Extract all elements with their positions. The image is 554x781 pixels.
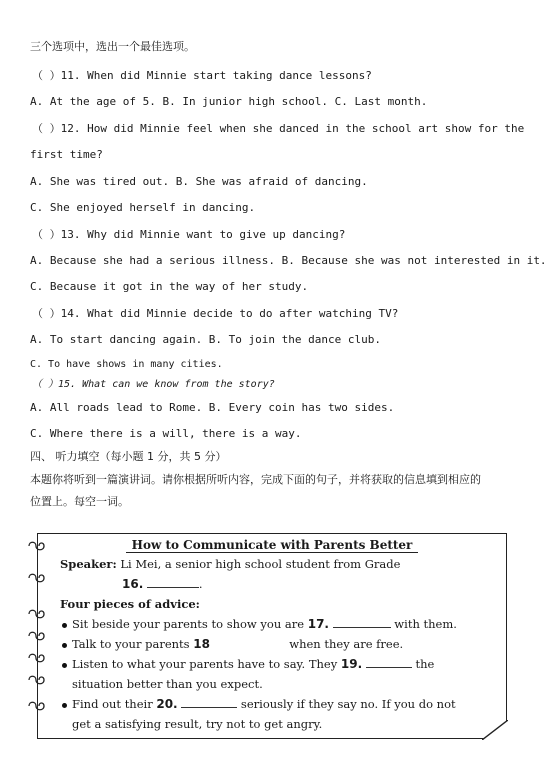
question-14-stem: （ ）14. What did Minnie decide to do after watching TV?: [32, 307, 399, 320]
question-12-options-ab: A. She was tired out. B. She was afraid of dancing.: [30, 175, 368, 188]
speaker-text: Li Mei, a senior high school student from Grade: [116, 557, 401, 571]
card-title: How to Communicate with Parents Better: [38, 538, 506, 552]
advice-bullet-3-cont: situation better than you expect.: [72, 677, 263, 691]
section4-instruction-line1: 本题你将听到一篇演讲词。请你根据所听内容，完成下面的句子，并将获取的信息填到相应的: [30, 473, 481, 486]
paper-clip-icon: [27, 674, 49, 686]
section4-instruction-line2: 位置上。每空一词。: [30, 495, 129, 508]
question-14-options-ab: A. To start dancing again. B. To join the dance club.: [30, 333, 381, 346]
paper-clip-icon: [27, 608, 49, 620]
answer-blank-17[interactable]: [333, 616, 391, 628]
paper-clip-icon: [27, 652, 49, 664]
answer-blank-18[interactable]: [214, 636, 286, 648]
question-13-stem: （ ）13. Why did Minnie want to give up dancing?: [32, 228, 346, 241]
blank-16-line: 16. .: [122, 577, 203, 591]
answer-blank-20[interactable]: [181, 696, 237, 708]
folded-corner-icon: [482, 720, 508, 740]
listening-card: [37, 533, 507, 739]
advice-bullet-3: Listen to what your parents have to say. They 19. the: [62, 656, 434, 672]
bullet-dot: [62, 643, 67, 648]
speaker-label: Speaker:: [60, 557, 117, 571]
section4-heading: 四、 听力填空（每小题 1 分，共 5 分）: [30, 450, 227, 463]
question-13-option-c: C. Because it got in the way of her study.: [30, 280, 309, 293]
bullet-dot: [62, 623, 67, 628]
advice-bullet-4: Find out their 20. seriously if they say no. If you do not: [62, 696, 456, 712]
blank-16-number: 16.: [122, 577, 144, 591]
advice-bullet-4-cont: get a satisfying result, try not to get angry.: [72, 717, 323, 731]
advice-bullet-2: Talk to your parents 18 when they are free.: [62, 636, 403, 652]
paper-clip-icon: [27, 540, 49, 552]
question-12-option-c: C. She enjoyed herself in dancing.: [30, 201, 256, 214]
question-15-option-c: C. Where there is a will, there is a way.: [30, 427, 302, 440]
question-12-stem-cont: first time?: [30, 148, 103, 161]
question-15-options-ab: A. All roads lead to Rome. B. Every coin has two sides.: [30, 401, 395, 414]
bullet-dot: [62, 663, 67, 668]
question-11-stem: （ ）11. When did Minnie start taking dance lessons?: [32, 69, 372, 82]
advice-heading: Four pieces of advice:: [60, 597, 200, 611]
question-15-stem: （ ）15. What can we know from the story?: [32, 379, 275, 390]
question-14-option-c: C. To have shows in many cities.: [30, 359, 223, 370]
advice-bullet-1: Sit beside your parents to show you are 17. with them.: [62, 616, 457, 632]
bullet-dot: [62, 703, 67, 708]
paper-clip-icon: [27, 630, 49, 642]
paper-clip-icon: [27, 572, 49, 584]
section3-instruction: 三个选项中，选出一个最佳选项。: [30, 40, 195, 53]
question-12-stem: （ ）12. How did Minnie feel when she danced in the school art show for the: [32, 122, 525, 135]
paper-clip-icon: [27, 700, 49, 712]
answer-blank-16[interactable]: [147, 576, 199, 588]
answer-blank-19[interactable]: [366, 656, 412, 668]
question-11-options: A. At the age of 5. B. In junior high school. C. Last month.: [30, 95, 428, 108]
question-13-options-ab: A. Because she had a serious illness. B. Because she was not interested in it.: [30, 254, 547, 267]
speaker-line: [60, 556, 400, 572]
